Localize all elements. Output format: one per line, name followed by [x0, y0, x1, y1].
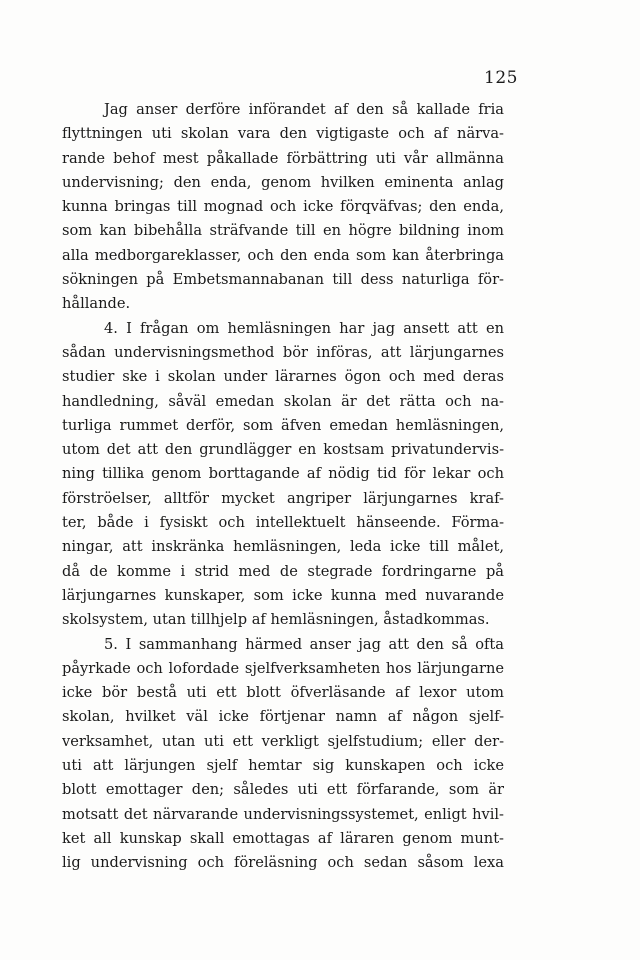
text-line: handledning, såväl emedan skolan är det rätta och na- [62, 392, 504, 410]
text-line: kunna bringas till mognad och icke förqväfvas; den enda, [62, 198, 504, 216]
text-line: uti att lärjungen sjelf hemtar sig kunskapen och icke [62, 757, 504, 775]
text-line: 4. I frågan om hemläsningen har jag ansett att en [104, 319, 504, 337]
text-line: ning tillika genom borttagande af nödig tid för lekar och [62, 465, 504, 483]
text-line: hållande. [62, 295, 131, 313]
text-line: Jag anser derföre införandet af den så kallade fria [104, 101, 504, 118]
text-line: skolsystem, utan tillhjelp af hemläsningen, åstadkommas. [62, 611, 490, 629]
text-line: turliga rummet derför, som äfven emedan hemläsningen, [62, 416, 504, 434]
text-line: utom det att den grundlägger en kostsam privatundervis- [62, 441, 504, 459]
body-text [62, 98, 504, 876]
text-line: ningar, att inskränka hemläsningen, leda icke till målet, [62, 538, 504, 556]
text-line: ket all kunskap skall emottagas af läraren genom munt- [62, 829, 504, 847]
text-line: ter, både i fysiskt och intellektuelt hänseende. Förma- [62, 514, 504, 532]
text-line: förströelser, alltför mycket angriper lärjungarnes kraf- [62, 489, 504, 507]
text-line: rande behof mest påkallade förbättring uti vår allmänna [62, 149, 504, 167]
text-line: då de komme i strid med de stegrade fordringarne på [62, 562, 504, 580]
text-line: skolan, hvilket väl icke förtjenar namn af någon sjelf- [62, 708, 504, 726]
text-line: blott emottager den; således uti ett förfarande, som är [62, 781, 504, 799]
text-line: som kan bibehålla sträfvande till en högre bildning inom [62, 222, 504, 240]
text-line: sådan undervisningsmethod bör införas, att lärjungarnes [62, 343, 504, 361]
page-number: 125 [484, 68, 518, 88]
text-line: verksamhet, utan uti ett verkligt sjelfstudium; eller der- [62, 732, 504, 750]
text-line: påyrkade och lofordade sjelfverksamheten hos lärjungarne [62, 659, 504, 677]
text-line: lig undervisning och föreläsning och sedan såsom lexa [62, 854, 504, 872]
text-line: undervisning; den enda, genom hvilken eminenta anlag [62, 173, 504, 191]
text-line: alla medborgareklasser, och den enda som kan återbringa [62, 246, 504, 264]
text-line: flyttningen uti skolan vara den vigtigaste och af närva- [62, 125, 504, 143]
text-line: icke bör bestå uti ett blott öfverläsande af lexor utom [62, 684, 504, 702]
text-line: motsatt det närvarande undervisningssystemet, enligt hvil- [62, 805, 504, 823]
text-line: studier ske i skolan under lärarnes ögon och med deras [62, 368, 504, 386]
text-line: lärjungarnes kunskaper, som icke kunna med nuvarande [62, 586, 504, 604]
text-line: sökningen på Embetsmannabanan till dess naturliga för- [62, 271, 504, 289]
text-line: 5. I sammanhang härmed anser jag att den så ofta [104, 635, 504, 653]
